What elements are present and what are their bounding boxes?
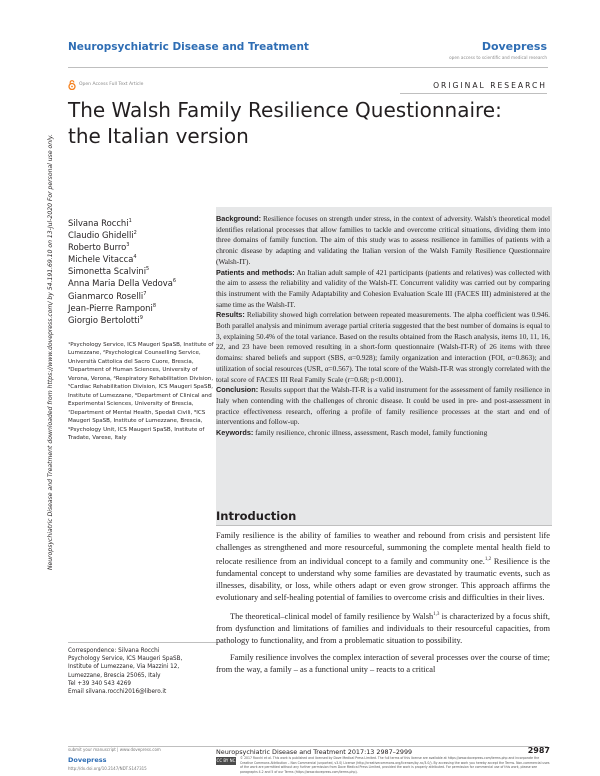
author: Anna Maria Della Vedova$^6$ xyxy=(68,278,177,289)
correspondence xyxy=(68,647,218,696)
intro-body xyxy=(216,530,550,676)
author: Giorgio Bertolotti$^9$ xyxy=(68,314,143,325)
correspondence-line: Correspondence: Silvana Rocchi xyxy=(68,648,160,654)
journal-citation: Neuropsychiatric Disease and Treatment 2017:13 2987–2999 xyxy=(216,748,413,756)
open-access-label: Open Access Full Text Article xyxy=(79,82,144,87)
section-heading: Introduction xyxy=(216,509,297,523)
paragraph: Family resilience involves the complex interaction of several processes over the course of time; from the way, a family – as a functional unity – reacts to a critical xyxy=(216,652,550,675)
affiliations xyxy=(68,341,218,442)
abstract-methods: Patients and methods: An Italian adult sample of 421 participants (patients and relatives) was collected with the aim to assess the reliability and validity of the Walsh-IT. Concurrent validity was carried out by comparing this instrument with the Family Adaptability and Cohesion Evaluation Scale III (FACES III) administered at the same time as the Walsh-IT. xyxy=(216,267,550,309)
cc-license-badge[interactable]: CC BY NC xyxy=(216,758,236,763)
correspondence-line: Lumezzane, Brescia 25065, Italy xyxy=(68,672,161,679)
paragraph: The theoretical–clinical model of family resilience by Walsh$^{1,3}$ is characterized by a focus shift, from dysfunction and limitations of families and individuals to their resourceful capacities, from pathology to functionality, and from a problematic situation to possibility. xyxy=(216,611,550,645)
correspondence-email[interactable]: Email silvana.rocchi2016@libero.it xyxy=(68,689,167,696)
author: Claudio Ghidelli$^2$ xyxy=(68,229,137,240)
heading-divider xyxy=(216,525,552,526)
paragraph: Family resilience is the ability of families to weather and rebound from crisis and persistent life challenges as strengthened and more resourceful, summoning the complete mental health field to relocate resilience from an individual concept to a family and community one.$^{1,2}$ Resilience is the fundamental concept to understand why some families are devastated by traumatic events, such as illnesses, disability, or loss, while others adapt or even grow stronger. This approach affirms the evolutionary and self-healing potential of families to overcome crisis and difficulties in their lives. xyxy=(216,531,550,603)
page-number: 2987 xyxy=(527,746,550,755)
author: Roberto Burro$^3$ xyxy=(68,241,130,252)
abstract-conclusion: Conclusion: Results support that the Walsh-IT-R is a valid instrument for the assessment of family resilience in Italy when contending with the challenges of chronic disease. It could be used in pre- and post-assessment in practice effectiveness research, offering a profile of family resilience processes at the start and end of interventions and follow-up. xyxy=(216,385,550,427)
footer-logo[interactable]: Dovepress xyxy=(68,756,107,764)
abstract-keywords: Keywords: family resilience, chronic illness, assessment, Rasch model, family functioning xyxy=(216,428,488,438)
download-notice: Neuropsychiatric Disease and Treatment downloaded from https://www.dovepress.com/ by 54.191.69.10 on 13-Jul-2020 For personal use only. xyxy=(47,134,54,570)
author: Gianmarco Roselli$^7$ xyxy=(68,290,147,301)
author-list xyxy=(68,215,208,324)
article-title: The Walsh Family Resilience Questionnaire: the Italian version xyxy=(68,98,502,148)
author: Michele Vitacca$^4$ xyxy=(68,254,137,265)
correspondence-line: Institute of Lumezzane, Via Mazzini 12, xyxy=(68,664,180,671)
open-access-icon xyxy=(68,80,76,90)
publisher-logo[interactable]: Dovepress xyxy=(481,40,547,53)
journal-name: Neuropsychiatric Disease and Treatment xyxy=(68,41,309,53)
doi-link[interactable]: http://dx.doi.org/10.2147/NDT.S147315 xyxy=(68,766,147,771)
correspondence-line: Tel +39 340 543 4269 xyxy=(68,680,132,687)
header-divider xyxy=(68,67,548,68)
affiliations-text: ¹Psychology Service, ICS Maugeri SpaSB, Institute of Lumezzane, ²Psychological Counselling Service, Università Cattolica del Sacro Cuore, Brescia, ³Department of Human Sciences, University of Verona, Verona, ⁴Respiratory Rehabilitation Division, ⁵Cardiac Rehabilitation Division, ICS Maugeri SpaSB, Institute of Lumezzane, ⁶Department of Clinical and Experimental Sciences, University of Brescia, ⁷Department of Mental Health, Spedali Civili, ⁸ICS Maugeri SpaSB, Institute of Lumezzane, Brescia, ⁹Psychology Unit, ICS Maugeri SpaSB, Institute of Tradate, Varese, Italy xyxy=(68,342,214,441)
correspondence-divider xyxy=(68,642,218,643)
license-text: © 2017 Rocchi et al. This work is published and licensed by Dove Medical Press Limited. The full terms of this license are available at https://www.dovepress.com/terms.php and incorporate the Creative Commons Attribution – Non Commercial (unported, v3.0) License (http://creativecommons.org/licenses/by-nc/3.0/). By accessing the work you hereby accept the Terms. Non-commercial uses of the work are permitted without any further permission from Dove Medical Press Limited, provided the work is properly attributed. For permission for commercial use of this work, please see paragraphs 4.2 and 5 of our Terms (https://www.dovepress.com/terms.php). xyxy=(240,756,550,774)
abstract-results: Results: Reliability showed high correlation between repeated measurements. The alpha coefficient was 0.946. Both parallel analysis and minimum average partial criteria suggested that the best number of domains is equal to 3, explaining 50.4% of the total variance. Based on the results obtained from the Rasch analysis, items 10, 11, 16, 22, and 23 have been removed resulting in a short-form questionnaire (Walsh-IT-R) of 26 items with three domains: shared beliefs and support (SBS, α=0.928); family organization and interaction (FOI, α=0.863); and utilization of social resources (USR, α=0.567). The total score of the Walsh-IT-R was strongly correlated with the total score of FACES III Real Family Scale (r=0.68; p<0.0001). xyxy=(216,310,550,384)
submit-link[interactable]: submit your manuscript | www.dovepress.com xyxy=(68,747,161,752)
author: Simonetta Scalvini$^5$ xyxy=(68,266,150,277)
abstract-text xyxy=(216,214,550,439)
article-type: ORIGINAL RESEARCH xyxy=(433,81,547,90)
section-divider xyxy=(400,93,547,94)
author: Jean-Pierre Ramponi$^8$ xyxy=(68,302,156,313)
publisher-tagline: open access to scientific and medical research xyxy=(449,55,547,60)
author: Silvana Rocchi$^1$ xyxy=(68,217,132,228)
correspondence-line: Psychology Service, ICS Maugeri SpaSB, xyxy=(68,656,183,663)
abstract-background: Background: Resilience focuses on strength under stress, in the context of adversity. Walsh's theoretical model identifies relational processes that allow families to tackle and overcome critical situations, dividing them into three domains of family function. The aim of this study was to assess resilience in families of patients with a chronic disease by adapting and validating the Italian version of the Walsh Family Resilience Questionnaire (Walsh-IT). xyxy=(216,214,550,266)
